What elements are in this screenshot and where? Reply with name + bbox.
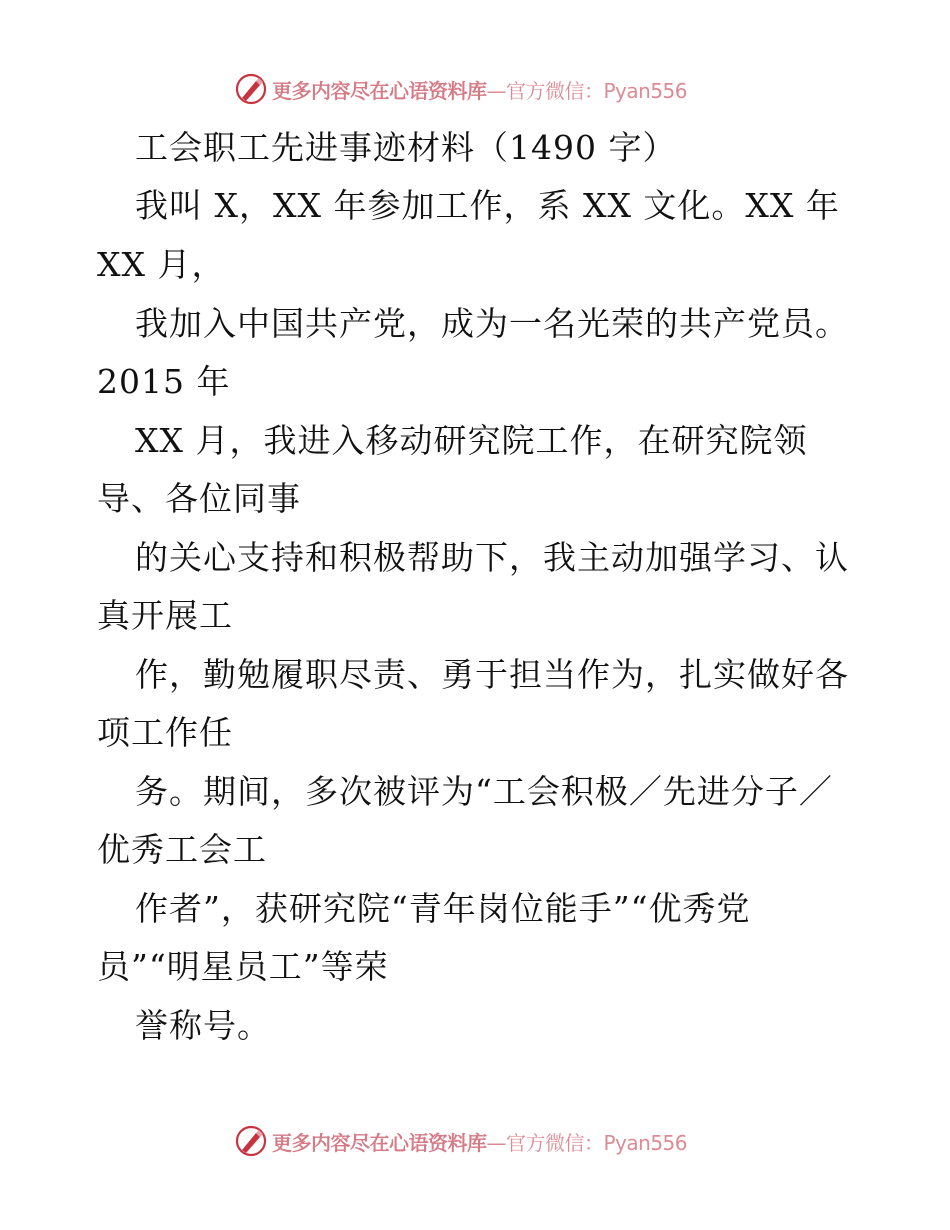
paragraph-line: 誉称号。 — [135, 1006, 271, 1045]
paragraph-line: 真开展工 — [97, 596, 233, 635]
paragraph-line: 务。期间，多次被评为“工会积极／先进分子／ — [135, 772, 833, 811]
paragraph-line: XX 月， — [97, 245, 226, 284]
paragraph-line: 优秀工会工 — [97, 830, 267, 869]
paragraph-line: 导、各位同事 — [97, 479, 301, 518]
paragraph-line: XX 月，我进入移动研究院工作，在研究院领 — [135, 421, 808, 460]
paragraph-line: 我叫 X，XX 年参加工作，系 XX 文化。XX 年 — [135, 186, 840, 225]
paragraph-line: 的关心支持和积极帮助下，我主动加强学习、认 — [135, 538, 849, 577]
watermark-wechat-text: —官方微信：Pyan556 — [486, 1130, 688, 1155]
document-title: 工会职工先进事迹材料（1490 字） — [135, 128, 677, 167]
pen-logo-icon — [234, 1124, 268, 1158]
paragraph-line: 作者”，获研究院“青年岗位能手”“优秀党 — [135, 889, 751, 928]
paragraph-line: 项工作任 — [97, 713, 233, 752]
paragraph-line: 2015 年 — [97, 362, 231, 401]
footer-watermark — [234, 1124, 687, 1158]
paragraph-line: 我加入中国共产党，成为一名光荣的共产党员。 — [135, 304, 849, 343]
watermark-lead-text: 更多内容尽在心语资料库 — [272, 1130, 487, 1155]
watermark-wechat-text: —官方微信：Pyan556 — [486, 78, 688, 103]
paragraph-line: 员”“明星员工”等荣 — [97, 947, 389, 986]
paragraph-line: 作，勤勉履职尽责、勇于担当作为，扎实做好各 — [135, 655, 849, 694]
watermark-lead-text: 更多内容尽在心语资料库 — [272, 78, 487, 103]
